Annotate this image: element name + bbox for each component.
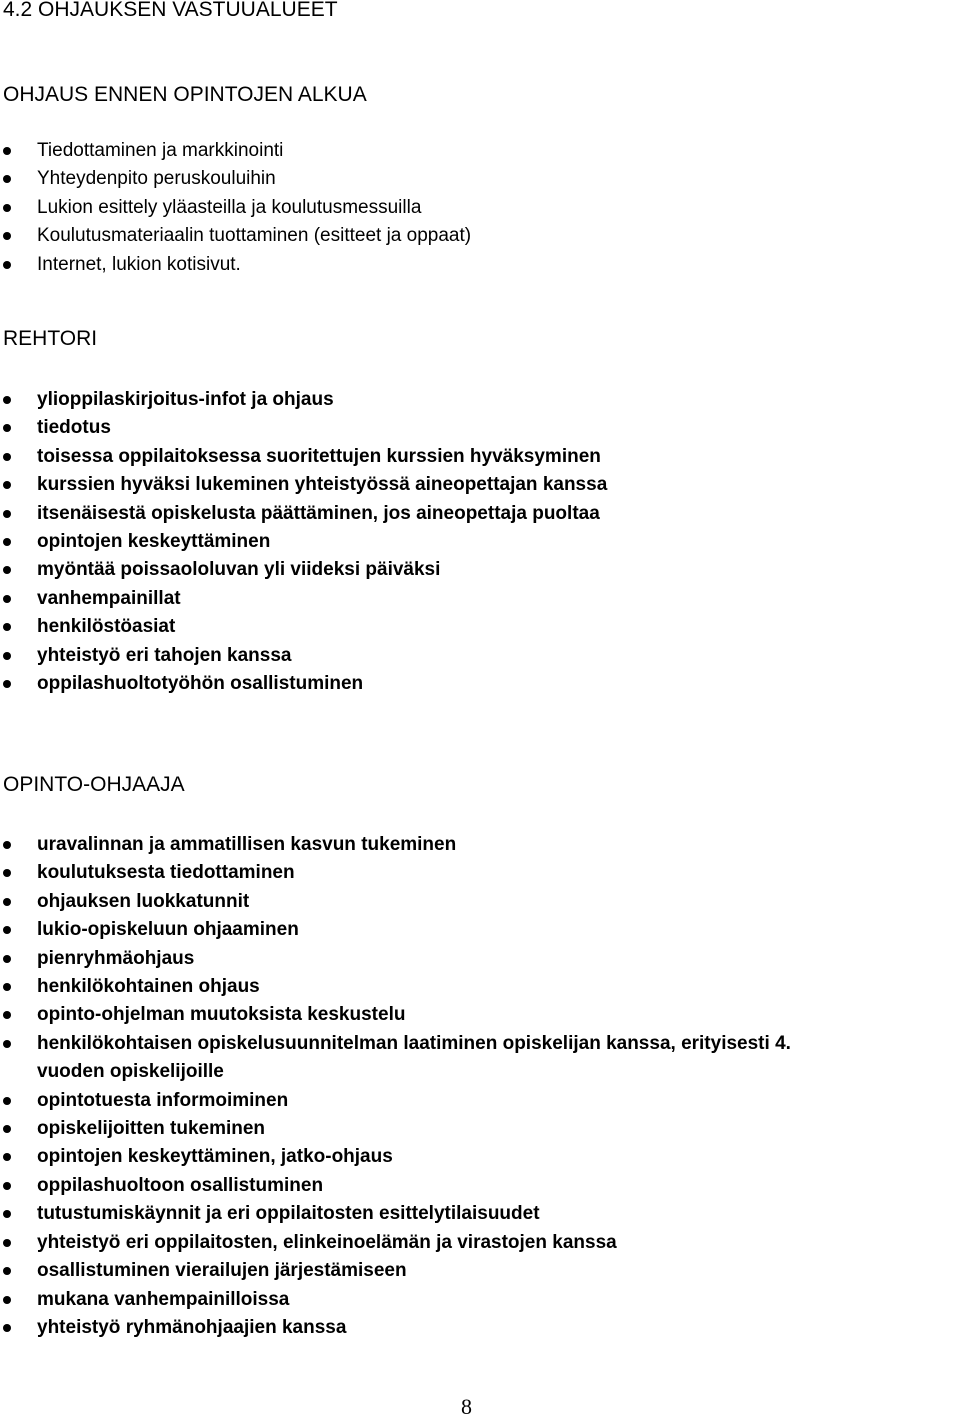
list-opinto-ohjaaja [0, 831, 960, 1342]
bullet-icon [3, 261, 11, 269]
list-item: oppilashuoltotyöhön osallistuminen [0, 670, 960, 698]
list-item: pienryhmäohjaus [0, 945, 960, 973]
chapter-heading: 4.2 OHJAUKSEN VASTUUALUEET [3, 0, 338, 21]
list-item: koulutuksesta tiedottaminen [0, 859, 960, 887]
bullet-icon [3, 1267, 11, 1275]
list-rehtori [0, 386, 960, 698]
list-item: yhteistyö eri tahojen kanssa [0, 642, 960, 670]
bullet-icon [3, 453, 11, 461]
bullet-icon [3, 232, 11, 240]
bullet-icon [3, 175, 11, 183]
list-item: opintojen keskeyttäminen, jatko-ohjaus [0, 1143, 960, 1171]
bullet-icon [3, 204, 11, 212]
bullet-icon [3, 869, 11, 877]
list-item: yhteistyö ryhmänohjaajien kanssa [0, 1314, 960, 1342]
bullet-icon [3, 1097, 11, 1105]
bullet-icon [3, 147, 11, 155]
list-item: oppilashuoltoon osallistuminen [0, 1172, 960, 1200]
bullet-icon [3, 955, 11, 963]
list-item: henkilökohtaisen opiskelusuunnitelman laatiminen opiskelijan kanssa, erityisesti 4. vuoden opiskelijoille [0, 1030, 960, 1087]
bullet-icon [3, 510, 11, 518]
list-item: tiedotus [0, 414, 960, 442]
list-item: lukio-opiskeluun ohjaaminen [0, 916, 960, 944]
list-item: vanhempainillat [0, 585, 960, 613]
list-item: kurssien hyväksi lukeminen yhteistyössä aineopettajan kanssa [0, 471, 960, 499]
list-item: yhteistyö eri oppilaitosten, elinkeinoelämän ja virastojen kanssa [0, 1229, 960, 1257]
list-item: opiskelijoitten tukeminen [0, 1115, 960, 1143]
list-before-studies [0, 137, 960, 279]
list-item: osallistuminen vierailujen järjestämiseen [0, 1257, 960, 1285]
bullet-icon [3, 396, 11, 404]
list-item: henkilöstöasiat [0, 613, 960, 641]
bullet-icon [3, 566, 11, 574]
list-item: uravalinnan ja ammatillisen kasvun tukeminen [0, 831, 960, 859]
bullet-icon [3, 652, 11, 660]
bullet-icon [3, 983, 11, 991]
list-item: toisessa oppilaitoksessa suoritettujen kurssien hyväksyminen [0, 443, 960, 471]
list-item: itsenäisestä opiskelusta päättäminen, jos aineopettaja puoltaa [0, 500, 960, 528]
list-item: ylioppilaskirjoitus-infot ja ohjaus [0, 386, 960, 414]
bullet-icon [3, 623, 11, 631]
section-title-before-studies: OHJAUS ENNEN OPINTOJEN ALKUA [3, 83, 367, 106]
list-item: henkilökohtainen ohjaus [0, 973, 960, 1001]
list-item: mukana vanhempainilloissa [0, 1286, 960, 1314]
list-item: opintojen keskeyttäminen [0, 528, 960, 556]
list-item: myöntää poissaololuvan yli viideksi päiväksi [0, 556, 960, 584]
list-item-continuation: vuoden opiskelijoille [37, 1061, 224, 1083]
bullet-icon [3, 1210, 11, 1218]
bullet-icon [3, 1324, 11, 1332]
section-title-opinto-ohjaaja: OPINTO-OHJAAJA [3, 773, 185, 796]
bullet-icon [3, 898, 11, 906]
list-item: Tiedottaminen ja markkinointi [0, 137, 960, 165]
bullet-icon [3, 424, 11, 432]
list-item: ohjauksen luokkatunnit [0, 888, 960, 916]
bullet-icon [3, 680, 11, 688]
list-item: Internet, lukion kotisivut. [0, 251, 960, 279]
bullet-icon [3, 841, 11, 849]
list-item: Koulutusmateriaalin tuottaminen (esitteet ja oppaat) [0, 222, 960, 250]
section-title-rehtori: REHTORI [3, 327, 98, 350]
bullet-icon [3, 1040, 11, 1048]
bullet-icon [3, 538, 11, 546]
bullet-icon [3, 595, 11, 603]
bullet-icon [3, 1125, 11, 1133]
list-item: tutustumiskäynnit ja eri oppilaitosten esittelytilaisuudet [0, 1200, 960, 1228]
list-item: Lukion esittely yläasteilla ja koulutusmessuilla [0, 194, 960, 222]
bullet-icon [3, 1153, 11, 1161]
bullet-icon [3, 481, 11, 489]
bullet-icon [3, 1296, 11, 1304]
page-number: 8 [461, 1394, 472, 1419]
bullet-icon [3, 1011, 11, 1019]
list-item: opintotuesta informoiminen [0, 1087, 960, 1115]
bullet-icon [3, 1239, 11, 1247]
list-item: opinto-ohjelman muutoksista keskustelu [0, 1001, 960, 1029]
bullet-icon [3, 926, 11, 934]
list-item: Yhteydenpito peruskouluihin [0, 165, 960, 193]
bullet-icon [3, 1182, 11, 1190]
